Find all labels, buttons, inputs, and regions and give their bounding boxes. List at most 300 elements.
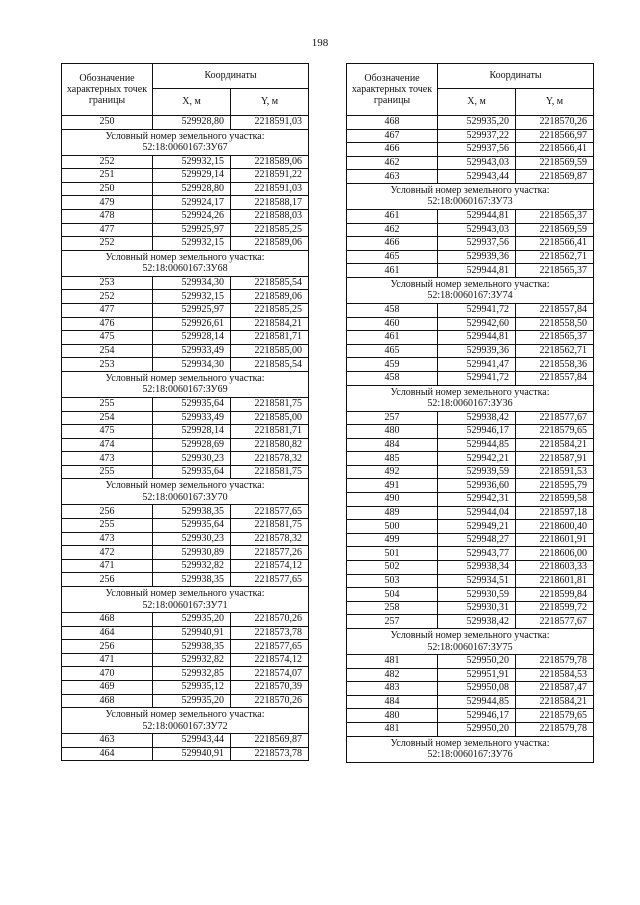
table-row <box>347 425 594 439</box>
header-x: X, м <box>153 89 231 116</box>
point-number-cell: 479 <box>62 196 153 210</box>
point-number-cell: 254 <box>62 344 153 358</box>
point-number-cell: 465 <box>347 250 438 264</box>
x-coordinate-cell: 529943,44 <box>438 170 516 184</box>
point-number-cell: 462 <box>347 223 438 237</box>
table-row <box>347 411 594 425</box>
table-row <box>62 653 309 667</box>
point-number-cell: 475 <box>62 331 153 345</box>
point-number-cell: 252 <box>62 290 153 304</box>
point-number-cell: 500 <box>347 520 438 534</box>
x-coordinate-cell: 529930,23 <box>153 532 231 546</box>
table-row <box>347 209 594 223</box>
table-row <box>62 559 309 573</box>
plot-heading-row <box>347 629 594 655</box>
y-coordinate-cell: 2218585,00 <box>231 411 309 425</box>
x-coordinate-cell: 529944,04 <box>438 506 516 520</box>
y-coordinate-cell: 2218581,75 <box>231 519 309 533</box>
table-row <box>62 452 309 466</box>
y-coordinate-cell: 2218606,00 <box>516 547 594 561</box>
x-coordinate-cell: 529944,85 <box>438 695 516 709</box>
y-coordinate-cell: 2218577,26 <box>231 546 309 560</box>
y-coordinate-cell: 2218589,06 <box>231 237 309 251</box>
table-row <box>62 573 309 587</box>
y-coordinate-cell: 2218599,84 <box>516 588 594 602</box>
x-coordinate-cell: 529938,35 <box>153 573 231 587</box>
x-coordinate-cell: 529933,49 <box>153 344 231 358</box>
x-coordinate-cell: 529932,15 <box>153 237 231 251</box>
table-row <box>347 438 594 452</box>
x-coordinate-cell: 529939,36 <box>438 344 516 358</box>
y-coordinate-cell: 2218585,25 <box>231 303 309 317</box>
y-coordinate-cell: 2218574,07 <box>231 667 309 681</box>
x-coordinate-cell: 529935,64 <box>153 465 231 479</box>
plot-label-text: Условный номер земельного участка: <box>390 184 550 196</box>
y-coordinate-cell: 2218585,25 <box>231 223 309 237</box>
plot-number-label <box>347 385 594 411</box>
page-number: 198 <box>311 37 329 49</box>
table-row <box>62 169 309 183</box>
point-number-cell: 256 <box>62 640 153 654</box>
table-row <box>347 682 594 696</box>
point-number-cell: 466 <box>347 237 438 251</box>
header-designation: Обозначение характерных точек границы <box>347 64 438 116</box>
x-coordinate-cell: 529944,85 <box>438 438 516 452</box>
point-number-cell: 483 <box>347 682 438 696</box>
x-coordinate-cell: 529932,82 <box>153 559 231 573</box>
point-number-cell: 255 <box>62 465 153 479</box>
table-row <box>347 250 594 264</box>
plot-heading-row <box>62 708 309 734</box>
point-number-cell: 250 <box>62 116 153 130</box>
table-row <box>347 655 594 669</box>
point-number-cell: 254 <box>62 411 153 425</box>
plot-heading-row <box>62 587 309 613</box>
plot-heading-row <box>62 250 309 276</box>
x-coordinate-cell: 529934,30 <box>153 276 231 290</box>
point-number-cell: 463 <box>62 734 153 748</box>
plot-number-label <box>347 629 594 655</box>
table-row <box>62 237 309 251</box>
plot-cadastral-number: 52:18:0060167:ЗУ71 <box>142 599 228 611</box>
y-coordinate-cell: 2218566,41 <box>516 237 594 251</box>
x-coordinate-cell: 529934,51 <box>438 574 516 588</box>
x-coordinate-cell: 529941,72 <box>438 371 516 385</box>
x-coordinate-cell: 529932,82 <box>153 653 231 667</box>
plot-number-label <box>62 250 309 276</box>
point-number-cell: 257 <box>347 411 438 425</box>
table-row <box>62 465 309 479</box>
x-coordinate-cell: 529937,22 <box>438 129 516 143</box>
point-number-cell: 464 <box>62 626 153 640</box>
table-row <box>347 371 594 385</box>
plot-label-text: Условный номер земельного участка: <box>390 278 550 290</box>
point-number-cell: 484 <box>347 695 438 709</box>
table-row <box>62 532 309 546</box>
table-row <box>62 546 309 560</box>
point-number-cell: 480 <box>347 709 438 723</box>
point-number-cell: 458 <box>347 303 438 317</box>
table-row <box>347 493 594 507</box>
plot-cadastral-number: 52:18:0060167:ЗУ76 <box>427 749 513 761</box>
y-coordinate-cell: 2218570,39 <box>231 681 309 695</box>
y-coordinate-cell: 2218569,87 <box>516 170 594 184</box>
table-row <box>347 695 594 709</box>
y-coordinate-cell: 2218595,79 <box>516 479 594 493</box>
point-number-cell: 253 <box>62 276 153 290</box>
x-coordinate-cell: 529935,64 <box>153 519 231 533</box>
y-coordinate-cell: 2218570,26 <box>231 694 309 708</box>
point-number-cell: 473 <box>62 532 153 546</box>
x-coordinate-cell: 529925,97 <box>153 303 231 317</box>
y-coordinate-cell: 2218577,65 <box>231 573 309 587</box>
plot-cadastral-number: 52:18:0060167:ЗУ67 <box>142 142 228 154</box>
x-coordinate-cell: 529950,20 <box>438 655 516 669</box>
x-coordinate-cell: 529950,20 <box>438 722 516 736</box>
x-coordinate-cell: 529932,15 <box>153 290 231 304</box>
table-row <box>62 681 309 695</box>
point-number-cell: 460 <box>347 317 438 331</box>
x-coordinate-cell: 529928,14 <box>153 331 231 345</box>
table-row <box>62 438 309 452</box>
table-row <box>347 709 594 723</box>
plot-number-label <box>62 371 309 397</box>
y-coordinate-cell: 2218587,47 <box>516 682 594 696</box>
x-coordinate-cell: 529939,36 <box>438 250 516 264</box>
table-row <box>347 615 594 629</box>
y-coordinate-cell: 2218569,87 <box>231 734 309 748</box>
point-number-cell: 503 <box>347 574 438 588</box>
table-row <box>62 505 309 519</box>
table-row <box>347 601 594 615</box>
x-coordinate-cell: 529937,56 <box>438 143 516 157</box>
x-coordinate-cell: 529936,60 <box>438 479 516 493</box>
plot-label-text: Условный номер земельного участка: <box>390 386 550 398</box>
point-number-cell: 501 <box>347 547 438 561</box>
y-coordinate-cell: 2218589,06 <box>231 290 309 304</box>
point-number-cell: 480 <box>347 425 438 439</box>
table-row <box>62 397 309 411</box>
y-coordinate-cell: 2218588,03 <box>231 209 309 223</box>
y-coordinate-cell: 2218573,78 <box>231 626 309 640</box>
header-designation: Обозначение характерных точек границы <box>62 64 153 116</box>
plot-label-text: Условный номер земельного участка: <box>105 251 265 263</box>
x-coordinate-cell: 529928,69 <box>153 438 231 452</box>
table-row <box>347 520 594 534</box>
plot-number-label <box>62 708 309 734</box>
plot-cadastral-number: 52:18:0060167:ЗУ73 <box>427 196 513 208</box>
x-coordinate-cell: 529944,81 <box>438 209 516 223</box>
y-coordinate-cell: 2218585,54 <box>231 358 309 372</box>
y-coordinate-cell: 2218565,37 <box>516 209 594 223</box>
point-number-cell: 470 <box>62 667 153 681</box>
y-coordinate-cell: 2218591,53 <box>516 465 594 479</box>
plot-label-text: Условный номер земельного участка: <box>390 737 550 749</box>
y-coordinate-cell: 2218580,82 <box>231 438 309 452</box>
x-coordinate-cell: 529948,27 <box>438 533 516 547</box>
y-coordinate-cell: 2218565,37 <box>516 331 594 345</box>
x-coordinate-cell: 529935,12 <box>153 681 231 695</box>
x-coordinate-cell: 529946,17 <box>438 425 516 439</box>
x-coordinate-cell: 529940,91 <box>153 626 231 640</box>
x-coordinate-cell: 529950,08 <box>438 682 516 696</box>
y-coordinate-cell: 2218569,59 <box>516 156 594 170</box>
table-row <box>347 506 594 520</box>
plot-cadastral-number: 52:18:0060167:ЗУ75 <box>427 641 513 653</box>
x-coordinate-cell: 529943,44 <box>153 734 231 748</box>
table-row <box>347 465 594 479</box>
plot-cadastral-number: 52:18:0060167:ЗУ68 <box>142 263 228 275</box>
point-number-cell: 252 <box>62 155 153 169</box>
plot-label-text: Условный номер земельного участка: <box>105 588 265 600</box>
point-number-cell: 463 <box>347 170 438 184</box>
table-row <box>347 237 594 251</box>
plot-number-label <box>62 587 309 613</box>
plot-label-text: Условный номер земельного участка: <box>105 130 265 142</box>
table-row <box>62 734 309 748</box>
table-row <box>347 452 594 466</box>
y-coordinate-cell: 2218574,12 <box>231 653 309 667</box>
table-row <box>347 143 594 157</box>
y-coordinate-cell: 2218558,50 <box>516 317 594 331</box>
point-number-cell: 464 <box>62 747 153 761</box>
x-coordinate-cell: 529938,42 <box>438 411 516 425</box>
y-coordinate-cell: 2218579,78 <box>516 655 594 669</box>
x-coordinate-cell: 529928,80 <box>153 182 231 196</box>
y-coordinate-cell: 2218579,78 <box>516 722 594 736</box>
y-coordinate-cell: 2218577,65 <box>231 640 309 654</box>
x-coordinate-cell: 529941,72 <box>438 303 516 317</box>
table-row <box>347 129 594 143</box>
plot-number-label <box>347 183 594 209</box>
point-number-cell: 468 <box>62 694 153 708</box>
table-row <box>62 155 309 169</box>
x-coordinate-cell: 529943,03 <box>438 156 516 170</box>
table-row <box>62 182 309 196</box>
point-number-cell: 469 <box>62 681 153 695</box>
y-coordinate-cell: 2218562,71 <box>516 250 594 264</box>
table-row <box>62 694 309 708</box>
x-coordinate-cell: 529938,35 <box>153 640 231 654</box>
table-row <box>347 331 594 345</box>
point-number-cell: 466 <box>347 143 438 157</box>
plot-number-label <box>62 129 309 155</box>
point-number-cell: 465 <box>347 344 438 358</box>
y-coordinate-cell: 2218577,67 <box>516 411 594 425</box>
header-y: Y, м <box>516 89 594 116</box>
point-number-cell: 485 <box>347 452 438 466</box>
x-coordinate-cell: 529951,91 <box>438 668 516 682</box>
y-coordinate-cell: 2218581,75 <box>231 465 309 479</box>
x-coordinate-cell: 529935,64 <box>153 397 231 411</box>
x-coordinate-cell: 529935,20 <box>438 116 516 130</box>
table-row <box>62 209 309 223</box>
point-number-cell: 492 <box>347 465 438 479</box>
table-row <box>347 722 594 736</box>
y-coordinate-cell: 2218585,54 <box>231 276 309 290</box>
point-number-cell: 253 <box>62 358 153 372</box>
point-number-cell: 252 <box>62 237 153 251</box>
x-coordinate-cell: 529937,56 <box>438 237 516 251</box>
x-coordinate-cell: 529928,14 <box>153 425 231 439</box>
y-coordinate-cell: 2218562,71 <box>516 344 594 358</box>
point-number-cell: 478 <box>62 209 153 223</box>
x-coordinate-cell: 529933,49 <box>153 411 231 425</box>
table-row <box>347 561 594 575</box>
table-row <box>62 667 309 681</box>
x-coordinate-cell: 529935,20 <box>153 613 231 627</box>
point-number-cell: 481 <box>347 655 438 669</box>
y-coordinate-cell: 2218578,32 <box>231 452 309 466</box>
point-number-cell: 458 <box>347 371 438 385</box>
point-number-cell: 467 <box>347 129 438 143</box>
table-row <box>62 290 309 304</box>
header-x: X, м <box>438 89 516 116</box>
y-coordinate-cell: 2218584,21 <box>516 695 594 709</box>
plot-number-label <box>347 277 594 303</box>
y-coordinate-cell: 2218566,41 <box>516 143 594 157</box>
point-number-cell: 255 <box>62 397 153 411</box>
table-row <box>347 547 594 561</box>
table-row <box>62 411 309 425</box>
point-number-cell: 484 <box>347 438 438 452</box>
table-row <box>62 747 309 761</box>
point-number-cell: 471 <box>62 559 153 573</box>
point-number-cell: 468 <box>62 613 153 627</box>
table-row <box>62 613 309 627</box>
point-number-cell: 462 <box>347 156 438 170</box>
table-row <box>62 317 309 331</box>
x-coordinate-cell: 529940,91 <box>153 747 231 761</box>
x-coordinate-cell: 529944,81 <box>438 264 516 278</box>
x-coordinate-cell: 529932,15 <box>153 155 231 169</box>
table-row <box>62 425 309 439</box>
x-coordinate-cell: 529943,77 <box>438 547 516 561</box>
x-coordinate-cell: 529930,59 <box>438 588 516 602</box>
x-coordinate-cell: 529938,42 <box>438 615 516 629</box>
x-coordinate-cell: 529939,59 <box>438 465 516 479</box>
y-coordinate-cell: 2218584,21 <box>231 317 309 331</box>
table-row <box>62 640 309 654</box>
point-number-cell: 476 <box>62 317 153 331</box>
table-row <box>62 626 309 640</box>
x-coordinate-cell: 529932,85 <box>153 667 231 681</box>
table-row <box>62 331 309 345</box>
point-number-cell: 459 <box>347 358 438 372</box>
y-coordinate-cell: 2218579,65 <box>516 425 594 439</box>
y-coordinate-cell: 2218585,00 <box>231 344 309 358</box>
x-coordinate-cell: 529930,31 <box>438 601 516 615</box>
point-number-cell: 257 <box>347 615 438 629</box>
y-coordinate-cell: 2218570,26 <box>231 613 309 627</box>
x-coordinate-cell: 529929,14 <box>153 169 231 183</box>
y-coordinate-cell: 2218578,32 <box>231 532 309 546</box>
point-number-cell: 255 <box>62 519 153 533</box>
y-coordinate-cell: 2218601,81 <box>516 574 594 588</box>
table-row <box>62 276 309 290</box>
point-number-cell: 475 <box>62 425 153 439</box>
y-coordinate-cell: 2218587,91 <box>516 452 594 466</box>
x-coordinate-cell: 529930,89 <box>153 546 231 560</box>
table-row <box>347 116 594 130</box>
x-coordinate-cell: 529941,47 <box>438 358 516 372</box>
table-row <box>347 574 594 588</box>
y-coordinate-cell: 2218570,26 <box>516 116 594 130</box>
x-coordinate-cell: 529924,17 <box>153 196 231 210</box>
table-row <box>347 588 594 602</box>
y-coordinate-cell: 2218574,12 <box>231 559 309 573</box>
point-number-cell: 461 <box>347 209 438 223</box>
plot-cadastral-number: 52:18:0060167:ЗУ74 <box>427 290 513 302</box>
table-row <box>347 344 594 358</box>
point-number-cell: 250 <box>62 182 153 196</box>
table-row <box>62 116 309 130</box>
point-number-cell: 477 <box>62 303 153 317</box>
x-coordinate-cell: 529938,35 <box>153 505 231 519</box>
x-coordinate-cell: 529926,61 <box>153 317 231 331</box>
table-row <box>347 358 594 372</box>
x-coordinate-cell: 529942,60 <box>438 317 516 331</box>
table-row <box>62 358 309 372</box>
y-coordinate-cell: 2218557,84 <box>516 303 594 317</box>
point-number-cell: 468 <box>347 116 438 130</box>
plot-label-text: Условный номер земельного участка: <box>390 630 550 641</box>
y-coordinate-cell: 2218579,65 <box>516 709 594 723</box>
point-number-cell: 256 <box>62 505 153 519</box>
y-coordinate-cell: 2218597,18 <box>516 506 594 520</box>
x-coordinate-cell: 529925,97 <box>153 223 231 237</box>
table-row <box>347 264 594 278</box>
plot-heading-row <box>62 479 309 505</box>
point-number-cell: 477 <box>62 223 153 237</box>
y-coordinate-cell: 2218599,72 <box>516 601 594 615</box>
y-coordinate-cell: 2218591,22 <box>231 169 309 183</box>
plot-heading-row <box>347 736 594 762</box>
point-number-cell: 474 <box>62 438 153 452</box>
point-number-cell: 490 <box>347 493 438 507</box>
plot-label-text: Условный номер земельного участка: <box>105 372 265 384</box>
y-coordinate-cell: 2218591,03 <box>231 116 309 130</box>
plot-label-text: Условный номер земельного участка: <box>105 709 265 721</box>
table-row <box>347 156 594 170</box>
point-number-cell: 491 <box>347 479 438 493</box>
table-row <box>347 668 594 682</box>
y-coordinate-cell: 2218565,37 <box>516 264 594 278</box>
x-coordinate-cell: 529942,21 <box>438 452 516 466</box>
plot-cadastral-number: 52:18:0060167:ЗУ70 <box>142 491 228 503</box>
x-coordinate-cell: 529928,80 <box>153 116 231 130</box>
plot-heading-row <box>62 371 309 397</box>
point-number-cell: 472 <box>62 546 153 560</box>
plot-label-text: Условный номер земельного участка: <box>105 480 265 492</box>
plot-cadastral-number: 52:18:0060167:ЗУ69 <box>142 384 228 396</box>
y-coordinate-cell: 2218600,40 <box>516 520 594 534</box>
plot-number-label <box>62 479 309 505</box>
x-coordinate-cell: 529924,26 <box>153 209 231 223</box>
point-number-cell: 256 <box>62 573 153 587</box>
y-coordinate-cell: 2218581,71 <box>231 425 309 439</box>
x-coordinate-cell: 529949,21 <box>438 520 516 534</box>
plot-heading-row <box>347 183 594 209</box>
point-number-cell: 502 <box>347 561 438 575</box>
x-coordinate-cell: 529944,81 <box>438 331 516 345</box>
point-number-cell: 461 <box>347 331 438 345</box>
y-coordinate-cell: 2218557,84 <box>516 371 594 385</box>
y-coordinate-cell: 2218569,59 <box>516 223 594 237</box>
table-row <box>347 533 594 547</box>
point-number-cell: 482 <box>347 668 438 682</box>
x-coordinate-cell: 529938,34 <box>438 561 516 575</box>
